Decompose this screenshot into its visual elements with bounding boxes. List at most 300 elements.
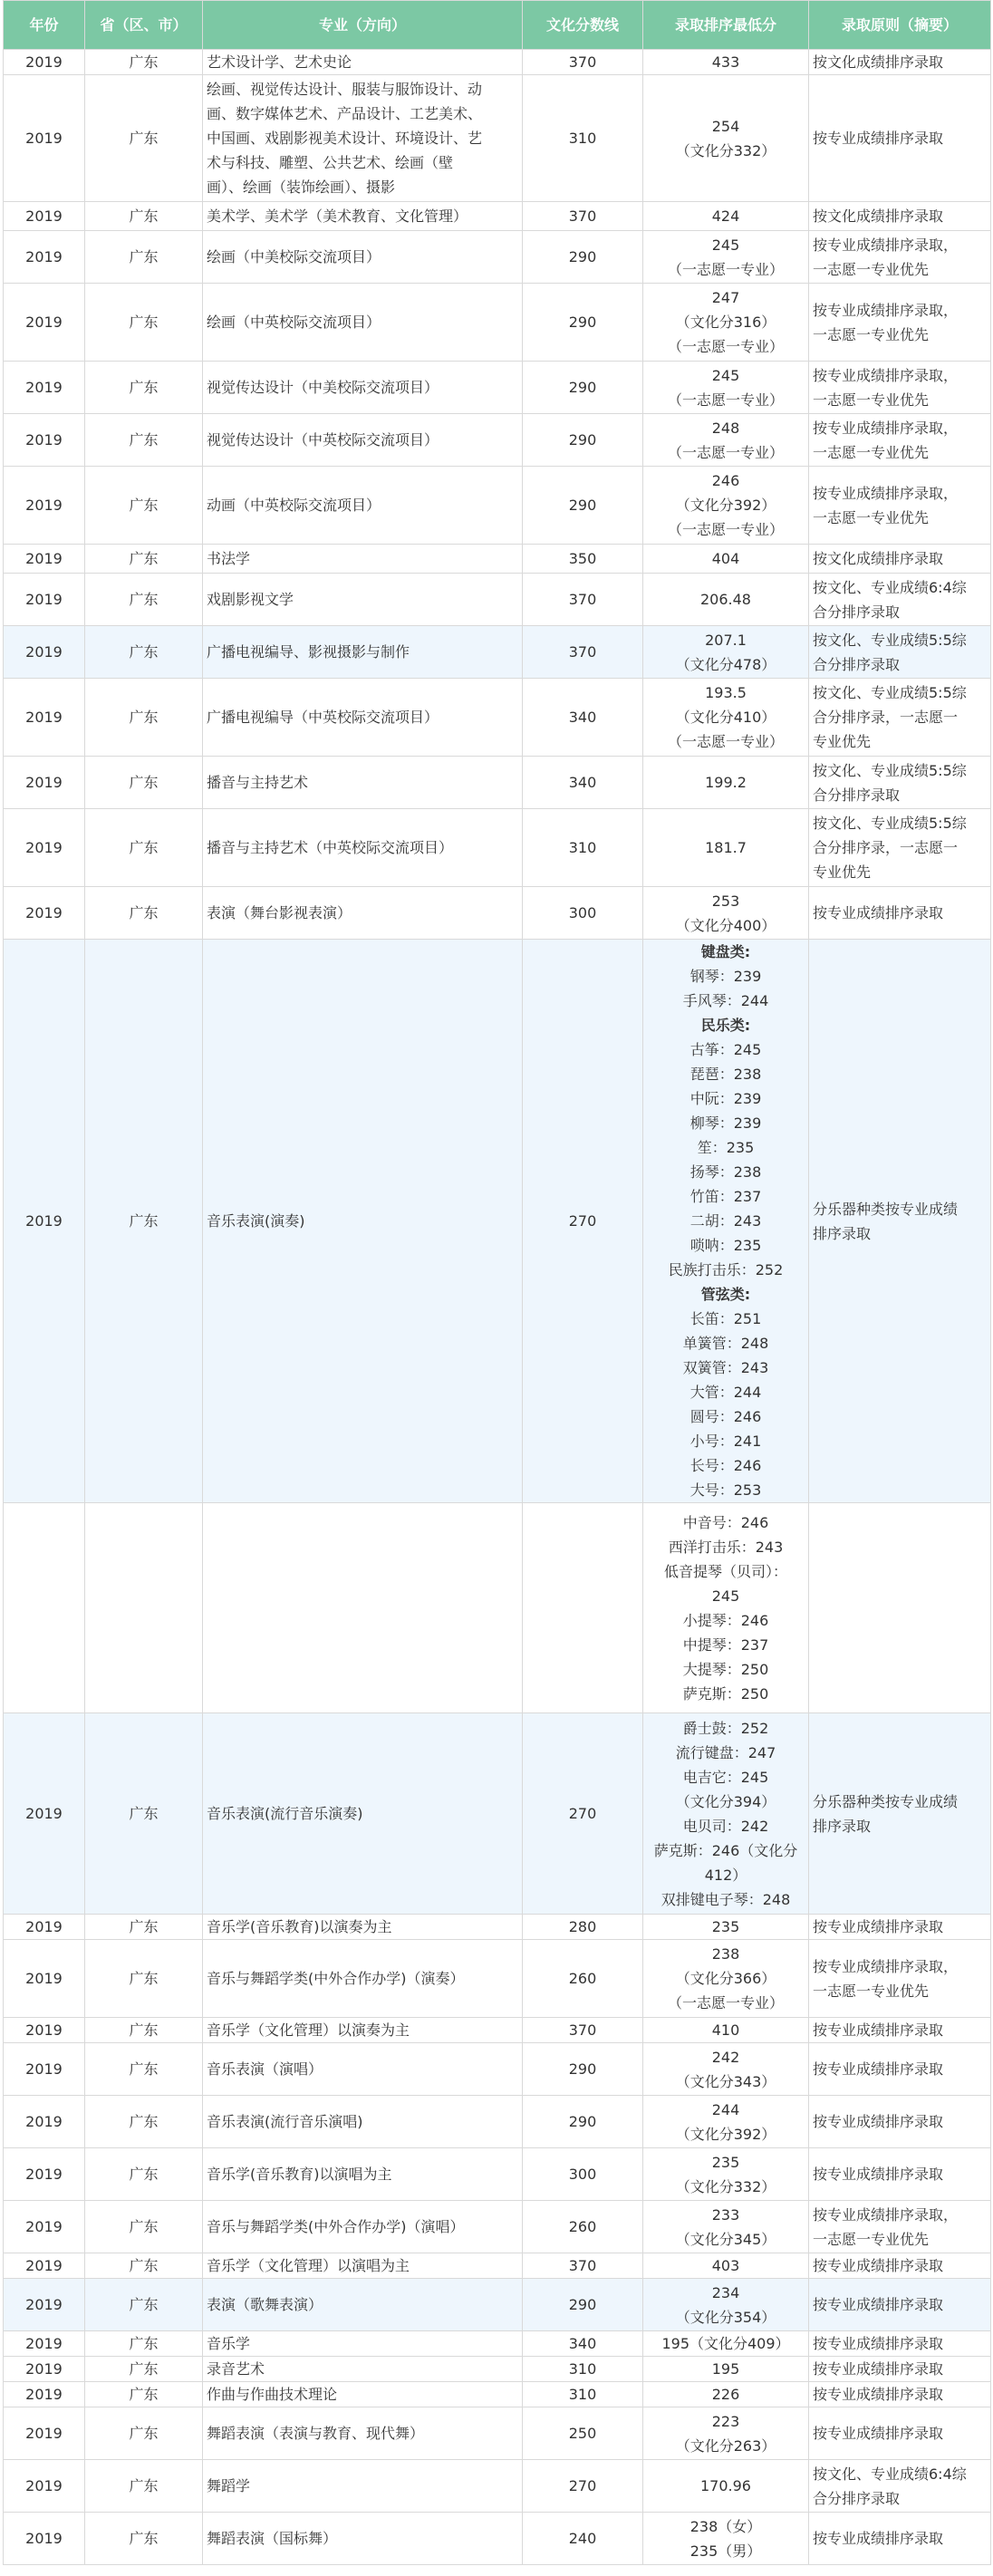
score-line: 235	[711, 1918, 740, 1935]
major-line: 书法学	[207, 550, 251, 567]
cell-major	[203, 2331, 523, 2357]
cell-admission-rule	[809, 2331, 991, 2357]
score-line: 中音号：246	[682, 1513, 769, 1531]
cell-year: 2019	[4, 809, 85, 887]
cell-min-score	[643, 940, 809, 1503]
score-line: 246	[711, 472, 740, 489]
table-row	[4, 2513, 991, 2565]
cell-major	[203, 2043, 523, 2096]
rule-line: 按专业成绩排序录取	[813, 2257, 944, 2274]
major-line: 广播电视编导、影视摄影与制作	[207, 643, 410, 661]
major-line: 音乐学(音乐教育)以演奏为主	[207, 1918, 392, 1935]
score-line: 扬琴：238	[689, 1163, 762, 1181]
cell-admission-rule	[809, 2407, 991, 2460]
score-line: （文化分410）	[675, 709, 776, 726]
score-line: 圆号：246	[689, 1408, 762, 1425]
rule-line: 按专业成绩排序录取，	[813, 366, 959, 384]
cell-culture-line: 290	[523, 362, 643, 414]
cell-province: 广东	[85, 1713, 203, 1915]
rule-line: 分乐器种类按专业成绩	[813, 1792, 959, 1810]
score-line: 238	[711, 1945, 740, 1963]
score-line: （文化分343）	[675, 2072, 776, 2090]
major-line: 音乐表演(流行音乐演唱)	[207, 2113, 363, 2130]
table-row	[4, 2096, 991, 2148]
header-province: 省（区、市）	[85, 1, 203, 50]
cell-admission-rule	[809, 2460, 991, 2513]
cell-min-score	[643, 1915, 809, 1940]
score-line: （一志愿一专业）	[667, 391, 784, 409]
score-line: （文化分394）	[675, 1792, 776, 1810]
cell-province: 广东	[85, 202, 203, 231]
rule-line: 按专业成绩排序录取，	[813, 484, 959, 502]
cell-admission-rule	[809, 2253, 991, 2279]
rule-line: 合分排序录取	[813, 2489, 901, 2507]
table-row	[4, 2253, 991, 2279]
table-row	[4, 1940, 991, 2018]
cell-admission-rule	[809, 75, 991, 202]
cell-min-score	[643, 50, 809, 75]
cell-province: 广东	[85, 2201, 203, 2253]
cell-province: 广东	[85, 2407, 203, 2460]
cell-province: 广东	[85, 2382, 203, 2407]
score-line: 钢琴：239	[689, 968, 762, 985]
table-row	[4, 2460, 991, 2513]
score-line: （文化分332）	[675, 2177, 776, 2195]
cell-province: 广东	[85, 626, 203, 679]
score-line: 流行键盘：247	[675, 1743, 776, 1761]
score-line: （一志愿一专业）	[667, 260, 784, 278]
cell-province: 广东	[85, 2513, 203, 2565]
cell-year: 2019	[4, 679, 85, 757]
cell-culture-line: 340	[523, 2331, 643, 2357]
rule-line: 一志愿一专业优先	[813, 260, 930, 278]
score-line: 古筝：245	[689, 1041, 762, 1058]
major-line: 美术学、美术学（美术教育、文化管理）	[207, 207, 468, 225]
score-line: 长号：246	[689, 1457, 762, 1474]
major-line: 动画（中英校际交流项目）	[207, 497, 381, 514]
header-culture-line: 文化分数线	[523, 1, 643, 50]
rule-line: 一志愿一专业优先	[813, 325, 930, 343]
cell-province: 广东	[85, 2331, 203, 2357]
header-min-score: 录取排序最低分	[643, 1, 809, 50]
cell-min-score	[643, 2513, 809, 2565]
major-line: 音乐表演(演奏)	[207, 1212, 305, 1230]
score-line: 245	[711, 236, 740, 254]
score-line: 206.48	[700, 591, 751, 608]
table-header-row	[4, 1, 991, 50]
cell-major	[203, 574, 523, 626]
cell-culture-line: 340	[523, 757, 643, 809]
cell-province: 广东	[85, 1940, 203, 2018]
rule-line: 按专业成绩排序录取	[813, 2021, 944, 2039]
cell-major	[203, 467, 523, 545]
cell-major	[203, 1915, 523, 1940]
cell-admission-rule	[809, 50, 991, 75]
cell-min-score	[643, 2331, 809, 2357]
score-line: 二胡：243	[689, 1212, 762, 1230]
cell-year: 2019	[4, 2331, 85, 2357]
rule-line: 按文化成绩排序录取	[813, 207, 944, 225]
score-line: 电贝司：242	[682, 1817, 769, 1835]
cell-culture-line: 290	[523, 414, 643, 467]
score-line: 207.1	[705, 631, 747, 649]
cell-province: 广东	[85, 545, 203, 574]
major-line: 播音与主持艺术	[207, 774, 309, 791]
cell-province: 广东	[85, 940, 203, 1503]
score-line: （一志愿一专业）	[667, 733, 784, 750]
table-row	[4, 887, 991, 940]
cell-admission-rule	[809, 626, 991, 679]
major-line: 作曲与作曲技术理论	[207, 2386, 338, 2403]
cell-admission-rule	[809, 202, 991, 231]
cell-province: 广东	[85, 362, 203, 414]
cell-admission-rule	[809, 414, 991, 467]
cell-province: 广东	[85, 679, 203, 757]
score-line: 小号：241	[689, 1433, 762, 1450]
major-line: 术与科技、雕塑、公共艺术、绘画（壁	[207, 154, 454, 171]
admission-table	[3, 0, 991, 2565]
cell-year: 2019	[4, 2279, 85, 2331]
score-line: 223	[711, 2412, 740, 2430]
rule-line: 按专业成绩排序录取	[813, 2425, 944, 2442]
cell-major	[203, 545, 523, 574]
score-line: 中提琴：237	[682, 1635, 769, 1654]
major-line: 绘画、视觉传达设计、服装与服饰设计、动	[207, 81, 483, 98]
rule-line: 按文化、专业成绩6:4综	[813, 578, 967, 596]
major-line: 视觉传达设计（中美校际交流项目）	[207, 379, 439, 396]
rule-line: 合分排序录取	[813, 603, 901, 621]
cell-major	[203, 231, 523, 284]
table-row	[4, 2407, 991, 2460]
cell-admission-rule	[809, 574, 991, 626]
cell-admission-rule	[809, 2513, 991, 2565]
rule-line: 按文化、专业成绩6:4综	[813, 2465, 967, 2483]
score-line: （一志愿一专业）	[667, 443, 784, 461]
score-line: 手风琴：244	[682, 992, 769, 1009]
rule-line: 分乐器种类按专业成绩	[813, 1200, 959, 1218]
score-line: 柳琴：239	[689, 1114, 762, 1132]
admission-table-container	[3, 0, 990, 2565]
cell-province: 广东	[85, 2460, 203, 2513]
rule-line: 合分排序录，一志愿一	[813, 839, 959, 856]
score-line: （一志愿一专业）	[667, 1994, 784, 2012]
score-line: （文化分316）	[675, 314, 776, 331]
rule-line: 合分排序录，一志愿一	[813, 709, 959, 726]
cell-year: 2019	[4, 284, 85, 362]
cell-min-score	[643, 2201, 809, 2253]
score-line: 424	[711, 207, 740, 225]
score-line: 琵琶：238	[689, 1066, 762, 1083]
rule-line: 按专业成绩排序录取	[813, 130, 944, 147]
cell-major	[203, 2201, 523, 2253]
cell-min-score	[643, 467, 809, 545]
cell-province: 广东	[85, 50, 203, 75]
rule-line: 按专业成绩排序录取，	[813, 236, 959, 254]
cell-min-score	[643, 626, 809, 679]
rule-line: 专业优先	[813, 863, 872, 881]
rule-line: 合分排序录取	[813, 786, 901, 804]
cell-province: 广东	[85, 414, 203, 467]
score-line: 爵士鼓：252	[682, 1719, 769, 1737]
table-row	[4, 1713, 991, 1915]
cell-year: 2019	[4, 2201, 85, 2253]
cell-min-score	[643, 202, 809, 231]
rule-line: 按文化、专业成绩5:5综	[813, 815, 967, 832]
cell-admission-rule	[809, 2148, 991, 2201]
cell-major	[203, 940, 523, 1503]
score-line: （文化分392）	[675, 497, 776, 514]
score-line: 235	[711, 2153, 740, 2171]
table-body	[4, 50, 991, 2565]
score-line: 小提琴：246	[682, 1611, 769, 1629]
cell-admission-rule	[809, 362, 991, 414]
cell-major	[203, 1940, 523, 2018]
cell-min-score	[643, 887, 809, 940]
score-line: （文化分392）	[675, 2125, 776, 2143]
rule-line: 按专业成绩排序录取，	[813, 419, 959, 437]
score-line: 238（女）	[689, 2517, 762, 2535]
cell-year: 2019	[4, 362, 85, 414]
table-row	[4, 362, 991, 414]
cell-culture-line: 310	[523, 2357, 643, 2382]
score-line: 181.7	[705, 839, 747, 856]
cell-min-score	[643, 679, 809, 757]
score-line: 双排键电子琴：248	[660, 1890, 791, 1908]
score-line: 247	[711, 289, 740, 306]
cell-major	[203, 2513, 523, 2565]
score-line: 195	[711, 2360, 740, 2378]
rule-line: 按专业成绩排序录取	[813, 2360, 944, 2378]
cell-admission-rule	[809, 2043, 991, 2096]
table-row	[4, 284, 991, 362]
cell-min-score	[643, 2407, 809, 2460]
rule-line: 按文化成绩排序录取	[813, 550, 944, 567]
table-row	[4, 202, 991, 231]
cell-province: 广东	[85, 75, 203, 202]
instrument-category-label: 民乐类:	[700, 1017, 751, 1034]
major-line: 舞蹈表演（国标舞）	[207, 2530, 338, 2547]
cell-province	[85, 1503, 203, 1713]
score-line: 中阮：239	[689, 1090, 762, 1107]
cell-major	[203, 2357, 523, 2382]
cell-admission-rule	[809, 1915, 991, 1940]
rule-line: 一志愿一专业优先	[813, 508, 930, 526]
cell-min-score	[643, 574, 809, 626]
cell-major	[203, 757, 523, 809]
cell-year: 2019	[4, 2096, 85, 2148]
cell-min-score	[643, 545, 809, 574]
cell-year: 2019	[4, 2460, 85, 2513]
cell-culture-line: 260	[523, 1940, 643, 2018]
rule-line: 按专业成绩排序录取，	[813, 301, 959, 319]
score-line: 单簧管：248	[682, 1335, 769, 1352]
score-line: 248	[711, 419, 740, 437]
cell-min-score	[643, 2357, 809, 2382]
cell-admission-rule	[809, 2096, 991, 2148]
cell-major	[203, 2018, 523, 2043]
cell-province: 广东	[85, 809, 203, 887]
cell-province: 广东	[85, 2279, 203, 2331]
cell-year: 2019	[4, 2043, 85, 2096]
cell-culture-line: 270	[523, 940, 643, 1503]
cell-major	[203, 2382, 523, 2407]
cell-province: 广东	[85, 231, 203, 284]
header-year: 年份	[4, 1, 85, 50]
cell-major	[203, 414, 523, 467]
instrument-category-label: 键盘类:	[700, 943, 751, 960]
cell-major	[203, 2460, 523, 2513]
major-line: 舞蹈表演（表演与教育、现代舞）	[207, 2425, 425, 2442]
rule-line: 按文化成绩排序录取	[813, 53, 944, 71]
cell-province: 广东	[85, 2357, 203, 2382]
rule-line: 按专业成绩排序录取，	[813, 1957, 959, 1975]
table-row	[4, 679, 991, 757]
cell-province: 广东	[85, 2148, 203, 2201]
cell-admission-rule	[809, 1503, 991, 1713]
cell-year: 2019	[4, 2382, 85, 2407]
rule-line: 专业优先	[813, 733, 872, 750]
table-row	[4, 2357, 991, 2382]
cell-culture-line: 370	[523, 574, 643, 626]
cell-year: 2019	[4, 2513, 85, 2565]
cell-admission-rule	[809, 545, 991, 574]
rule-line: 按文化、专业成绩5:5综	[813, 631, 967, 649]
cell-major	[203, 887, 523, 940]
rule-line: 排序录取	[813, 1224, 872, 1242]
cell-major	[203, 626, 523, 679]
score-line: （文化分354）	[675, 2308, 776, 2326]
cell-year: 2019	[4, 50, 85, 75]
cell-major	[203, 679, 523, 757]
cell-major	[203, 809, 523, 887]
score-line: （一志愿一专业）	[667, 521, 784, 538]
cell-major	[203, 362, 523, 414]
score-line: （文化分366）	[675, 1970, 776, 1987]
cell-admission-rule	[809, 2279, 991, 2331]
cell-culture-line: 240	[523, 2513, 643, 2565]
cell-min-score	[643, 414, 809, 467]
table-row	[4, 414, 991, 467]
score-line: 笙：235	[697, 1139, 755, 1156]
header-admission-rule: 录取原则（摘要）	[809, 1, 991, 50]
cell-year: 2019	[4, 1940, 85, 2018]
score-line: 竹笛：237	[689, 1188, 762, 1205]
cell-year: 2019	[4, 414, 85, 467]
cell-year: 2019	[4, 2407, 85, 2460]
cell-culture-line: 370	[523, 202, 643, 231]
rule-line: 按专业成绩排序录取	[813, 2166, 944, 2183]
table-row	[4, 574, 991, 626]
table-row	[4, 626, 991, 679]
cell-min-score	[643, 362, 809, 414]
score-line: 242	[711, 2048, 740, 2066]
score-line: 193.5	[705, 684, 747, 701]
cell-min-score	[643, 1713, 809, 1915]
score-line: 萨克斯：246（文化分	[653, 1841, 798, 1859]
major-line: 音乐与舞蹈学类(中外合作办学)（演唱）	[207, 2218, 465, 2235]
rule-line: 按专业成绩排序录取	[813, 2386, 944, 2403]
score-line: （文化分400）	[675, 916, 776, 934]
major-line: 音乐学（文化管理）以演奏为主	[207, 2021, 410, 2039]
instrument-category-label: 管弦类:	[700, 1286, 751, 1303]
rule-line: 排序录取	[813, 1817, 872, 1835]
score-line: 大提琴：250	[682, 1660, 769, 1678]
table-row	[4, 2018, 991, 2043]
score-line: （文化分345）	[675, 2230, 776, 2248]
rule-line: 按专业成绩排序录取，	[813, 2205, 959, 2224]
cell-year: 2019	[4, 75, 85, 202]
cell-min-score	[643, 2043, 809, 2096]
table-row	[4, 2279, 991, 2331]
rule-line: 按专业成绩排序录取	[813, 2060, 944, 2078]
table-row	[4, 50, 991, 75]
score-line: 233	[711, 2205, 740, 2224]
cell-admission-rule	[809, 679, 991, 757]
rule-line: 一志愿一专业优先	[813, 2230, 930, 2248]
score-line: 199.2	[705, 774, 747, 791]
cell-culture-line: 290	[523, 284, 643, 362]
major-line: 视觉传达设计（中英校际交流项目）	[207, 431, 439, 449]
cell-major	[203, 50, 523, 75]
score-line: 195（文化分409）	[661, 2335, 790, 2352]
cell-year: 2019	[4, 1915, 85, 1940]
major-line: 戏剧影视文学	[207, 591, 294, 608]
cell-province: 广东	[85, 574, 203, 626]
rule-line: 合分排序录取	[813, 655, 901, 673]
score-line: 170.96	[700, 2477, 751, 2494]
rule-line: 按专业成绩排序录取	[813, 904, 944, 921]
cell-min-score	[643, 75, 809, 202]
score-line: 410	[711, 2021, 740, 2039]
cell-year: 2019	[4, 2018, 85, 2043]
cell-major	[203, 1713, 523, 1915]
cell-year: 2019	[4, 940, 85, 1503]
cell-major	[203, 2253, 523, 2279]
cell-year: 2019	[4, 231, 85, 284]
rule-line: 按专业成绩排序录取	[813, 2113, 944, 2130]
cell-min-score	[643, 2148, 809, 2201]
cell-major	[203, 75, 523, 202]
cell-culture-line: 370	[523, 2253, 643, 2279]
table-row	[4, 1503, 991, 1713]
major-line: 音乐表演（演唱）	[207, 2060, 323, 2078]
cell-culture-line: 340	[523, 679, 643, 757]
cell-year: 2019	[4, 545, 85, 574]
rule-line: 按专业成绩排序录取	[813, 2530, 944, 2547]
rule-line: 一志愿一专业优先	[813, 391, 930, 409]
cell-culture-line: 300	[523, 887, 643, 940]
cell-province: 广东	[85, 2253, 203, 2279]
major-line: 录音艺术	[207, 2360, 265, 2378]
cell-major	[203, 202, 523, 231]
cell-min-score	[643, 2018, 809, 2043]
cell-culture-line	[523, 1503, 643, 1713]
cell-year: 2019	[4, 757, 85, 809]
major-line: 艺术设计学、艺术史论	[207, 53, 352, 71]
score-line: 唢呐：235	[689, 1237, 762, 1254]
score-line: （一志愿一专业）	[667, 338, 784, 355]
table-row	[4, 231, 991, 284]
cell-culture-line: 310	[523, 75, 643, 202]
score-line: 低音提琴（贝司）：	[663, 1562, 787, 1580]
cell-culture-line: 290	[523, 231, 643, 284]
score-line: 萨克斯：250	[682, 1684, 769, 1703]
major-line: 舞蹈学	[207, 2477, 251, 2494]
rule-line: 按专业成绩排序录取	[813, 1918, 944, 1935]
score-line: 412）	[704, 1866, 747, 1884]
cell-culture-line: 310	[523, 809, 643, 887]
cell-year: 2019	[4, 574, 85, 626]
